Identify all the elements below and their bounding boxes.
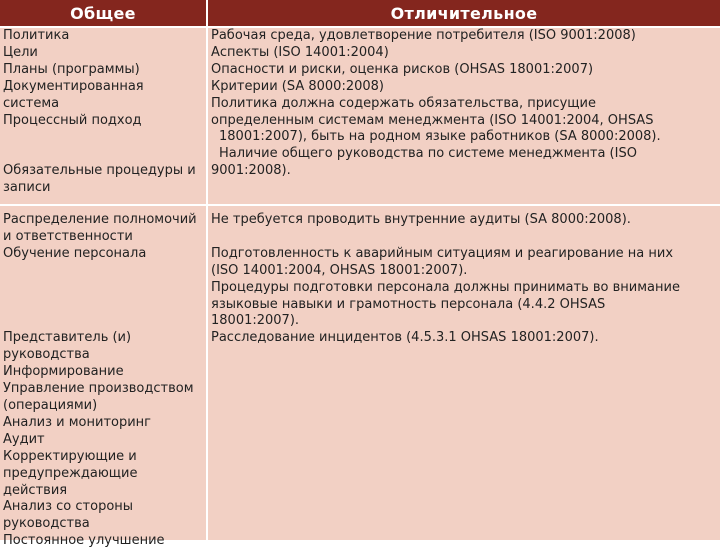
row2-distinctive-line: 18001:2007). xyxy=(211,313,300,329)
table-row xyxy=(0,206,720,549)
row1-common-line: Планы (программы) xyxy=(3,61,140,77)
row1-distinctive-cell xyxy=(211,28,716,180)
row2-common-line xyxy=(3,313,206,330)
row2-distinctive-line: Подготовленность к аварийным ситуациям и реагирование на них xyxy=(211,245,674,261)
row1-distinctive-line: Критерии (SA 8000:2008) xyxy=(211,78,384,94)
row2-distinctive-line: (ISO 14001:2004, OHSAS 18001:2007). xyxy=(211,262,468,278)
row2-common-line xyxy=(3,280,206,297)
header-common: Общее xyxy=(0,0,206,26)
row2-common-line: руководства xyxy=(3,516,90,532)
column-divider xyxy=(206,28,208,540)
row1-distinctive-line: Рабочая среда, удовлетворение потребителя (ISO 9001:2008) xyxy=(211,28,636,43)
row1-common-line: Цели xyxy=(3,44,38,60)
row2-common-line xyxy=(3,297,206,314)
row1-common-line: Обязательные процедуры и xyxy=(3,163,196,179)
row2-distinctive-line: Не требуется проводить внутренние аудиты (SA 8000:2008). xyxy=(211,212,631,227)
row1-common-line: Политика xyxy=(3,28,70,43)
row1-common-line xyxy=(3,129,206,146)
row1-common-cell xyxy=(3,28,206,197)
row1-common-line: Процессный подход xyxy=(3,112,142,128)
row2-common-line: Корректирующие и xyxy=(3,448,137,464)
row1-distinctive-line: Аспекты (ISO 14001:2004) xyxy=(211,44,389,60)
row-divider xyxy=(0,204,720,206)
row2-common-cell xyxy=(3,212,206,550)
row1-distinctive-line: определенным системам менеджмента (ISO 14001:2004, OHSAS xyxy=(211,112,654,128)
table-row xyxy=(0,28,720,204)
row2-common-line: предупреждающие xyxy=(3,465,138,481)
row2-common-line: (операциями) xyxy=(3,397,98,413)
row1-distinctive-line: Политика должна содержать обязательства, присущие xyxy=(211,95,596,111)
row1-common-line: система xyxy=(3,95,60,111)
row2-common-line: действия xyxy=(3,482,68,498)
row1-common-line xyxy=(3,146,206,163)
header-distinctive: Отличительное xyxy=(208,0,720,26)
row2-common-line: Анализ и мониторинг xyxy=(3,414,152,430)
row2-common-line: Управление производством xyxy=(3,381,194,397)
row2-common-line: Аудит xyxy=(3,431,45,447)
row1-common-line: Документированная xyxy=(3,78,144,94)
row1-distinctive-line: Наличие общего руководства по системе менеджмента (ISO xyxy=(219,146,637,162)
row1-distinctive-line: Опасности и риски, оценка рисков (OHSAS 18001:2007) xyxy=(211,61,594,77)
row2-common-line xyxy=(3,263,206,280)
row1-distinctive-line: 18001:2007), быть на родном языке работников (SA 8000:2008). xyxy=(219,129,661,145)
row2-common-line: Обучение персонала xyxy=(3,245,147,261)
row2-common-line: руководства xyxy=(3,347,90,363)
row2-distinctive-line xyxy=(211,229,716,246)
row1-common-line: записи xyxy=(3,180,51,196)
row1-distinctive-line: 9001:2008). xyxy=(211,163,291,179)
row2-common-line: Информирование xyxy=(3,364,124,380)
row2-common-line: Распределение полномочий xyxy=(3,212,197,227)
row2-distinctive-line: Расследование инцидентов (4.5.3.1 OHSAS 18001:2007). xyxy=(211,330,599,346)
row2-common-line: Постоянное улучшение xyxy=(3,533,165,549)
row2-common-line: Анализ со стороны xyxy=(3,499,134,515)
row2-distinctive-line: Процедуры подготовки персонала должны принимать во внимание xyxy=(211,279,680,295)
row2-common-line: Представитель (и) xyxy=(3,330,132,346)
row2-distinctive-line: языковые навыки и грамотность персонала (4.4.2 OHSAS xyxy=(211,296,606,312)
row2-common-line: и ответственности xyxy=(3,228,133,244)
row2-distinctive-cell xyxy=(211,212,716,347)
